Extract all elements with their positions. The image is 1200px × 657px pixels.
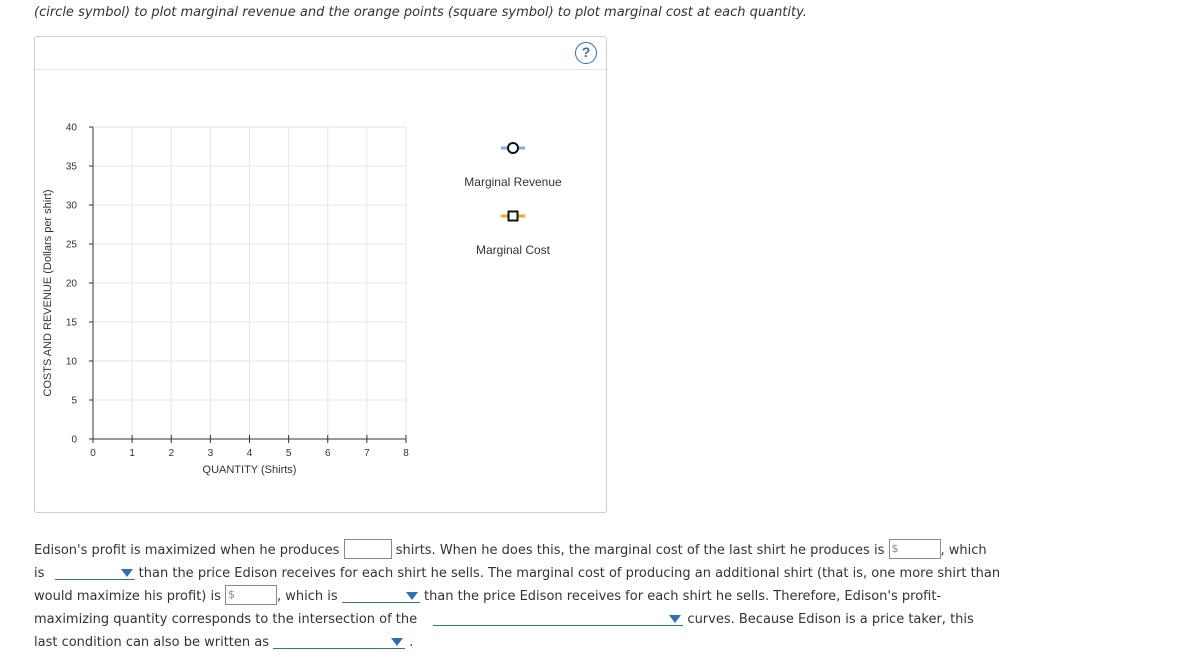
question-text: last condition can also be written as xyxy=(34,635,270,650)
question-line-5 xyxy=(34,631,924,654)
x-tick-label: 6 xyxy=(324,448,331,459)
comparison-dropdown-2[interactable] xyxy=(342,587,420,603)
y-tick-label: 35 xyxy=(65,161,77,173)
question-block xyxy=(34,539,1001,654)
x-tick-label: 1 xyxy=(129,448,135,459)
curves-dropdown[interactable] xyxy=(433,610,683,626)
instructions-text: (circle symbol) to plot marginal revenue and the orange points (square symbol) to plot marginal cost at each quantity. xyxy=(34,5,807,20)
condition-dropdown[interactable] xyxy=(273,633,405,649)
y-tick-label: 25 xyxy=(65,239,77,251)
square-marker-icon xyxy=(509,212,518,221)
mc-last-input[interactable] xyxy=(889,539,941,559)
legend-label: Marginal Revenue xyxy=(464,175,562,189)
question-text: shirts. When he does this, the marginal cost of the last shirt he produces is xyxy=(395,543,885,558)
graph-panel xyxy=(34,36,607,513)
question-text: than the price Edison receives for each shirt he sells. Therefore, Edison's profit- xyxy=(423,589,942,604)
marginal-revenue-tool[interactable] xyxy=(464,143,562,189)
mc-next-input[interactable] xyxy=(225,585,277,605)
x-tick-label: 3 xyxy=(207,448,214,459)
y-axis-label: COSTS AND REVENUE (Dollars per shirt) xyxy=(42,189,54,397)
question-line-1 xyxy=(34,539,987,562)
legend-label: Marginal Cost xyxy=(475,243,551,257)
question-line-2 xyxy=(34,562,1001,585)
chevron-down-icon xyxy=(669,615,681,623)
question-text: than the price Edison receives for each shirt he sells. The marginal cost of producing an additional shirt (that is, one more shirt than xyxy=(138,566,1001,581)
quantity-input[interactable] xyxy=(344,539,392,559)
x-tick-label: 5 xyxy=(285,448,292,459)
currency-symbol: $ xyxy=(228,588,236,601)
x-tick-label: 7 xyxy=(364,448,370,459)
question-text: would maximize his profit) is xyxy=(34,589,221,604)
y-tick-label: 0 xyxy=(71,434,77,446)
y-tick-label: 20 xyxy=(65,278,77,290)
chart-svg xyxy=(35,37,606,512)
y-tick-label: 40 xyxy=(65,122,77,134)
chevron-down-icon xyxy=(391,638,403,646)
circle-marker-icon xyxy=(508,143,518,153)
question-text: Edison's profit is maximized when he produces xyxy=(34,543,340,558)
question-text: , which is xyxy=(277,589,338,604)
x-axis-label: QUANTITY (Shirts) xyxy=(202,464,297,476)
question-line-4 xyxy=(34,608,974,631)
y-tick-label: 30 xyxy=(65,200,77,212)
question-line-3 xyxy=(34,585,942,608)
y-tick-label: 5 xyxy=(71,395,77,407)
currency-symbol: $ xyxy=(891,542,899,555)
marginal-cost-tool[interactable] xyxy=(476,212,551,258)
x-tick-label: 2 xyxy=(168,448,175,459)
x-tick-label: 8 xyxy=(403,448,409,459)
chevron-down-icon xyxy=(406,592,418,600)
y-tick-label: 15 xyxy=(65,317,77,329)
comparison-dropdown-1[interactable] xyxy=(55,564,135,580)
question-text: curves. Because Edison is a price taker, this xyxy=(687,612,974,627)
question-text: , which xyxy=(940,543,987,558)
x-tick-label: 4 xyxy=(246,448,253,459)
help-button[interactable]: ? xyxy=(575,42,597,64)
x-tick-label: 0 xyxy=(90,448,96,459)
question-text: . xyxy=(409,635,414,650)
question-text: maximizing quantity corresponds to the intersection of the xyxy=(34,612,418,627)
y-tick-label: 10 xyxy=(65,356,77,368)
chevron-down-icon xyxy=(121,569,133,577)
question-text: is xyxy=(34,566,45,581)
